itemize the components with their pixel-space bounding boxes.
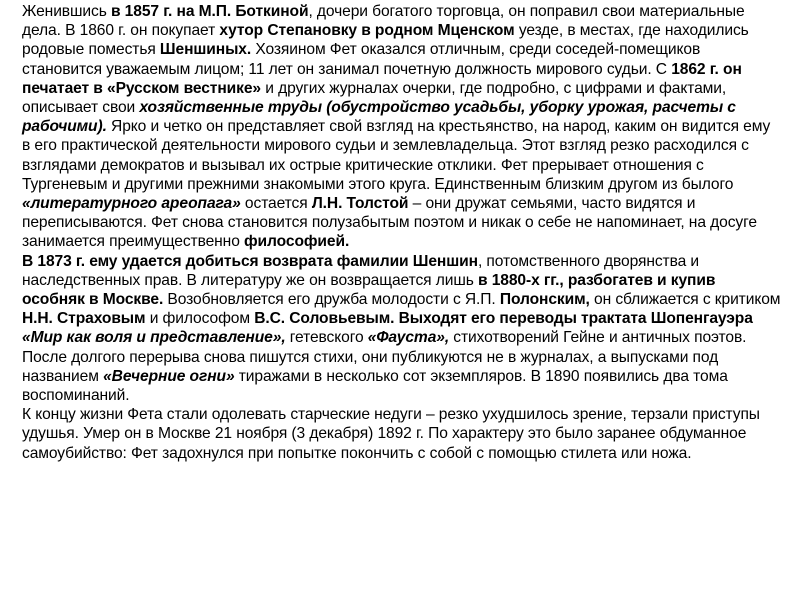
text-run: , потомственного дворянства и наследственных прав. В литературу же он возвращается лишь [22, 252, 699, 289]
emphasized-text: хутор Степановку в родном Мценском [219, 22, 515, 40]
biography-text [22, 2, 782, 463]
emphasized-text: Л.Н. Толстой [311, 195, 409, 213]
text-run: , дочери богатого торговца, он поправил свои материальные дела. В 1860 г. он покупает [22, 3, 745, 40]
text-run: уезде, в местах, где находились родовые поместья [22, 22, 749, 59]
emphasized-text: «Фауста», [367, 329, 450, 347]
emphasized-text: хозяйственные труды (обустройство усадьбы, уборку урожая, расчеты с рабочими). [22, 99, 736, 136]
emphasized-text: в 1857 г. на М.П. Боткиной [110, 3, 309, 20]
text-run: остается [240, 195, 312, 213]
text-run: К концу жизни Фета стали одолевать старческие недуги – резко ухудшилось зрение, терзали приступы удушья. Умер он в Москве 21 ноября (3 декабря) 1892 г. По характеру это было заранее обдуманное самоубийство: Фет задохнулся при попытке покончить с собой с помощью стилета или ножа. [22, 406, 760, 462]
text-run: Хозяином Фет оказался отличным, среди соседей-помещиков становится уважаемым лицом; 11 лет он занимал почетную должность мирового судьи. С [22, 41, 701, 78]
text-run: Женившись [22, 3, 111, 20]
text-run: Возобновляется его дружба молодости с Я.П. [163, 291, 500, 309]
emphasized-text: Полонским, [499, 291, 590, 309]
emphasized-text: в 1880-х гг., разбогатев и купив особняк в Москве. [22, 271, 716, 309]
paragraph-2 [22, 252, 782, 406]
text-run: стихотворений Гейне и античных поэтов. После долгого перерыва снова пишутся стихи, они публикуются не в журналах, а выпусками под названием [22, 329, 747, 385]
text-run: гетевского [285, 329, 368, 347]
text-run: и философом [145, 310, 255, 328]
emphasized-text: 1862 г. он печатает в «Русском вестнике» [22, 60, 742, 97]
text-run: и других журналах очерки, где подробно, с цифрами и фактами, описывает свои [22, 79, 727, 117]
emphasized-text: «литературного ареопага» [22, 195, 241, 213]
emphasized-text: В 1873 г. ему удается добиться возврата фамилии Шеншин [22, 252, 478, 270]
text-run: он сближается с критиком [589, 291, 781, 309]
emphasized-text: «Вечерние огни» [103, 367, 235, 385]
emphasized-text: «Мир как воля и представление», [22, 329, 286, 347]
paragraph-3 [22, 405, 782, 463]
emphasized-text: философией. [244, 233, 350, 251]
emphasized-text: Шеншиных. [159, 41, 252, 59]
emphasized-text: В.С. Соловьевым. [254, 310, 395, 328]
text-run: тиражами в несколько сот экземпляров. В 1890 появились два тома воспоминаний. [22, 367, 728, 405]
emphasized-text: Выходят его переводы трактата [398, 310, 651, 328]
emphasized-text: Н.Н. Страховым [22, 310, 146, 328]
paragraph-1 [22, 2, 782, 252]
emphasized-text: Шопенгауэра [650, 310, 753, 328]
text-run: Ярко и четко он представляет свой взгляд на крестьянство, на народ, каким он видится ему в его практической деятельности мирового судьи и землевладельца. Этот взгляд резко расходился с взглядами демократов и вызывал их острые критические отклики. Фет прерывает отношения с Тургеневым и другими прежними знакомыми этого круга. Единственным близким другом из былого [22, 118, 771, 193]
text-run: – они дружат семьями, часто видятся и переписываются. Фет снова становится полузабытым поэтом и никак о себе не напоминает, на досуге занимается преимущественно [22, 195, 757, 251]
